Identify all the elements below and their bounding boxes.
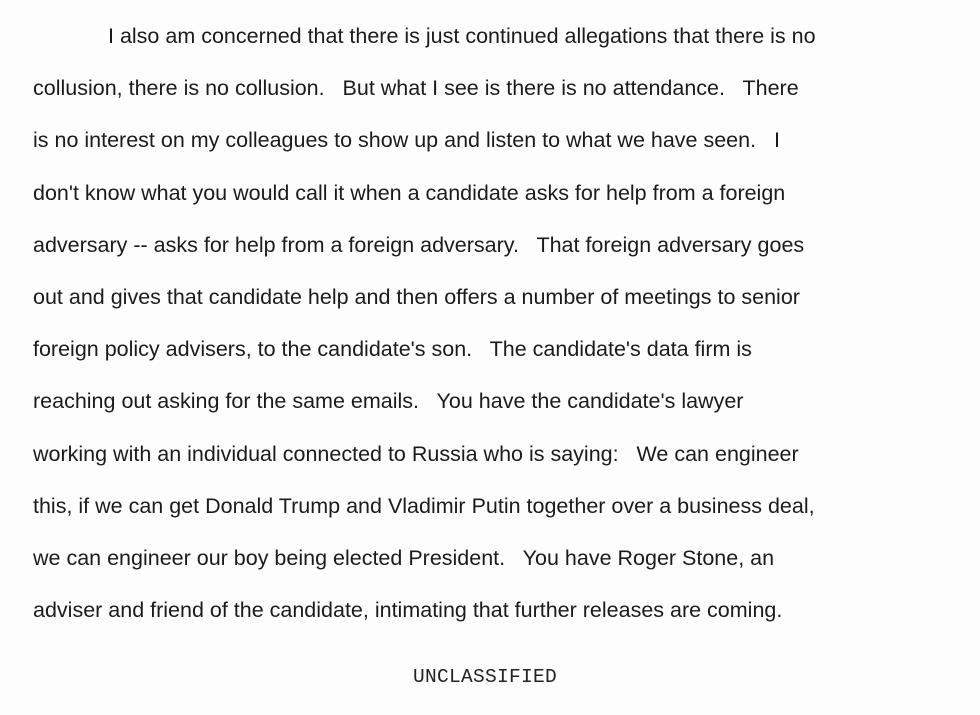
paragraph-line-1: I also am concerned that there is just continued allegations that there is no xyxy=(108,24,816,48)
paragraph-line-11: we can engineer our boy being elected President. You have Roger Stone, an xyxy=(33,546,775,571)
paragraph-line-3: is no interest on my colleagues to show up and listen to what we have seen. I xyxy=(33,128,780,153)
classification-footer: UNCLASSIFIED xyxy=(412,666,558,688)
paragraph-line-12: adviser and friend of the candidate, intimating that further releases are coming. xyxy=(33,598,783,623)
paragraph-line-9: working with an individual connected to Russia who is saying: We can engineer xyxy=(33,441,799,466)
transcript-paragraph xyxy=(33,10,933,636)
paragraph-line-10: this, if we can get Donald Trump and Vladimir Putin together over a business deal, xyxy=(33,493,815,518)
paragraph-line-2: collusion, there is no collusion. But what I see is there is no attendance. There xyxy=(33,76,799,101)
paragraph-line-6: out and gives that candidate help and then offers a number of meetings to senior xyxy=(33,285,800,310)
paragraph-line-7: foreign policy advisers, to the candidate's son. The candidate's data firm is xyxy=(33,337,752,362)
paragraph-line-4: don't know what you would call it when a candidate asks for help from a foreign xyxy=(33,180,786,205)
paragraph-line-5: adversary -- asks for help from a foreign adversary. That foreign adversary goes xyxy=(33,232,805,257)
paragraph-line-8: reaching out asking for the same emails. You have the candidate's lawyer xyxy=(33,389,744,414)
